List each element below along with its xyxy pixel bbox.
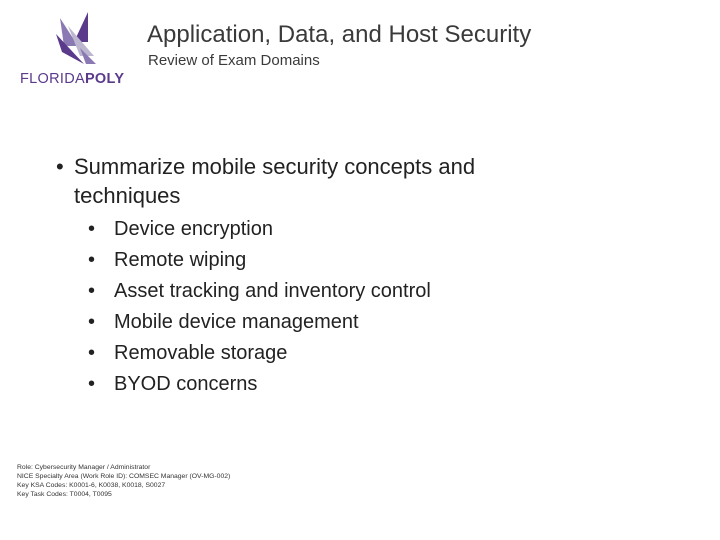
logo-wordmark	[20, 70, 124, 88]
sub-bullet-item	[88, 369, 590, 400]
logo-word-florida: FLORIDA	[20, 71, 85, 87]
florida-poly-logo	[20, 12, 125, 88]
main-bullet-text: Summarize mobile security concepts and techniques	[74, 154, 476, 208]
sub-bullet-item	[88, 276, 590, 307]
bullet-icon: •	[88, 249, 96, 271]
bullet-icon: •	[88, 280, 96, 302]
bullet-icon: •	[56, 154, 64, 179]
bullet-icon: •	[88, 311, 96, 333]
bullet-icon: •	[88, 218, 96, 240]
bullet-icon: •	[88, 342, 96, 364]
page-title: Application, Data, and Host Security	[147, 21, 532, 48]
footer-role-line: Role: Cybersecurity Manager / Administrator	[17, 464, 151, 471]
sub-bullet-text: Asset tracking and inventory control	[114, 280, 431, 302]
footer-ksa-line: Key KSA Codes: K0001-6, K0038, K0018, S0027	[17, 482, 166, 489]
sub-bullet-item	[88, 338, 590, 369]
logo-word-poly: POLY	[84, 71, 125, 87]
sub-bullet-item	[88, 214, 590, 245]
sub-bullet-item	[88, 307, 590, 338]
footer-notes	[17, 463, 230, 499]
sub-bullet-item	[88, 245, 590, 276]
sub-bullet-text: Device encryption	[114, 218, 273, 240]
sub-bullet-text: Mobile device management	[114, 311, 359, 333]
sub-bullet-text: BYOD concerns	[114, 373, 258, 395]
sub-bullet-text: Removable storage	[114, 342, 288, 364]
bullet-icon: •	[88, 373, 96, 395]
page-subtitle: Review of Exam Domains	[148, 52, 320, 69]
sub-bullet-text: Remote wiping	[114, 249, 247, 271]
main-bullet-item	[56, 152, 576, 400]
main-bullet-list	[56, 152, 576, 400]
sub-bullet-list	[88, 214, 590, 400]
footer-specialty-line: NICE Specialty Area (Work Role ID): COMSEC Manager (OV-MG-002)	[17, 473, 231, 480]
footer-task-line: Key Task Codes: T0004, T0095	[17, 491, 112, 498]
florida-poly-emblem-icon	[50, 12, 98, 64]
